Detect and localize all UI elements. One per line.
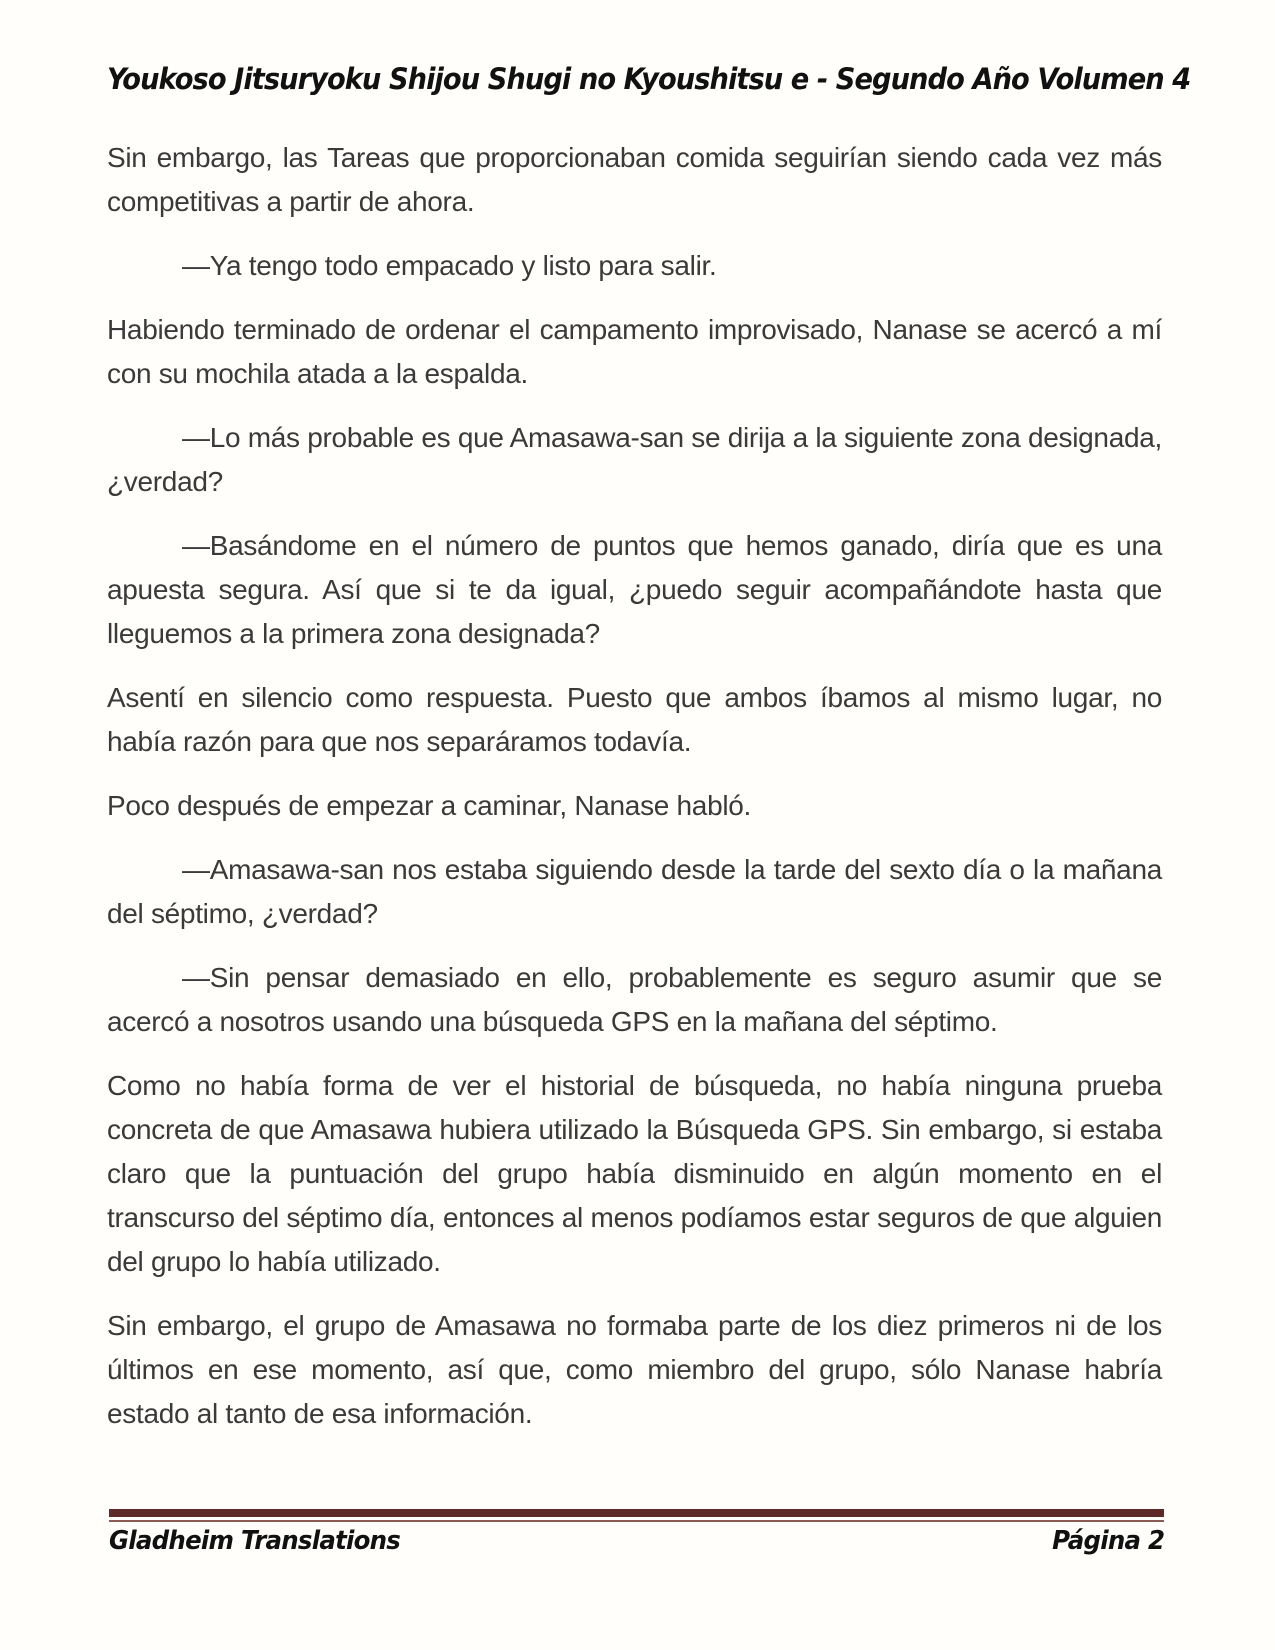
- paragraph: —Basándome en el número de puntos que hemos ganado, diría que es una apuesta segura. Así que si te da igual, ¿puedo seguir acompañándote hasta que lleguemos a la primera zona designada?: [107, 530, 1162, 649]
- paragraph: Sin embargo, las Tareas que proporcionaban comida seguirían siendo cada vez más competitivas a partir de ahora.: [107, 142, 1162, 217]
- page-header-title: Youkoso Jitsuryoku Shijou Shugi no Kyoushitsu e - Segundo Año Volumen 4: [107, 62, 1191, 96]
- paragraph: —Amasawa-san nos estaba siguiendo desde la tarde del sexto día o la mañana del séptimo, ¿verdad?: [107, 854, 1162, 929]
- page-footer: [109, 1526, 1164, 1556]
- footer-page-number: Página 2: [1051, 1526, 1164, 1556]
- footer-translator-credit: Gladheim Translations: [109, 1526, 401, 1556]
- paragraph: Poco después de empezar a caminar, Nanase habló.: [107, 790, 752, 821]
- footer-rule-thin-bar: [109, 1520, 1164, 1522]
- paragraph: Habiendo terminado de ordenar el campamento improvisado, Nanase se acercó a mí con su mochila atada a la espalda.: [107, 314, 1162, 389]
- body-paragraphs: [107, 136, 1162, 1456]
- paragraph: Asentí en silencio como respuesta. Puesto que ambos íbamos al mismo lugar, no había razón para que nos separáramos todavía.: [107, 682, 1162, 757]
- footer-rule-thick-bar: [109, 1509, 1164, 1517]
- paragraph: —Lo más probable es que Amasawa-san se dirija a la siguiente zona designada, ¿verdad?: [107, 422, 1162, 497]
- paragraph: Como no había forma de ver el historial de búsqueda, no había ninguna prueba concreta de que Amasawa hubiera utilizado la Búsqueda GPS. Sin embargo, si estaba claro que la puntuación del grupo había disminuido en algún momento en el transcurso del séptimo día, entonces al menos podíamos estar seguros de que alguien del grupo lo había utilizado.: [107, 1070, 1162, 1277]
- paragraph: —Sin pensar demasiado en ello, probablemente es seguro asumir que se acercó a nosotros usando una búsqueda GPS en la mañana del séptimo.: [107, 962, 1162, 1037]
- footer-rule: [109, 1509, 1164, 1522]
- paragraph: —Ya tengo todo empacado y listo para salir.: [182, 250, 717, 281]
- paragraph: Sin embargo, el grupo de Amasawa no formaba parte de los diez primeros ni de los últimos en ese momento, así que, como miembro del grupo, sólo Nanase habría estado al tanto de esa información.: [107, 1310, 1162, 1429]
